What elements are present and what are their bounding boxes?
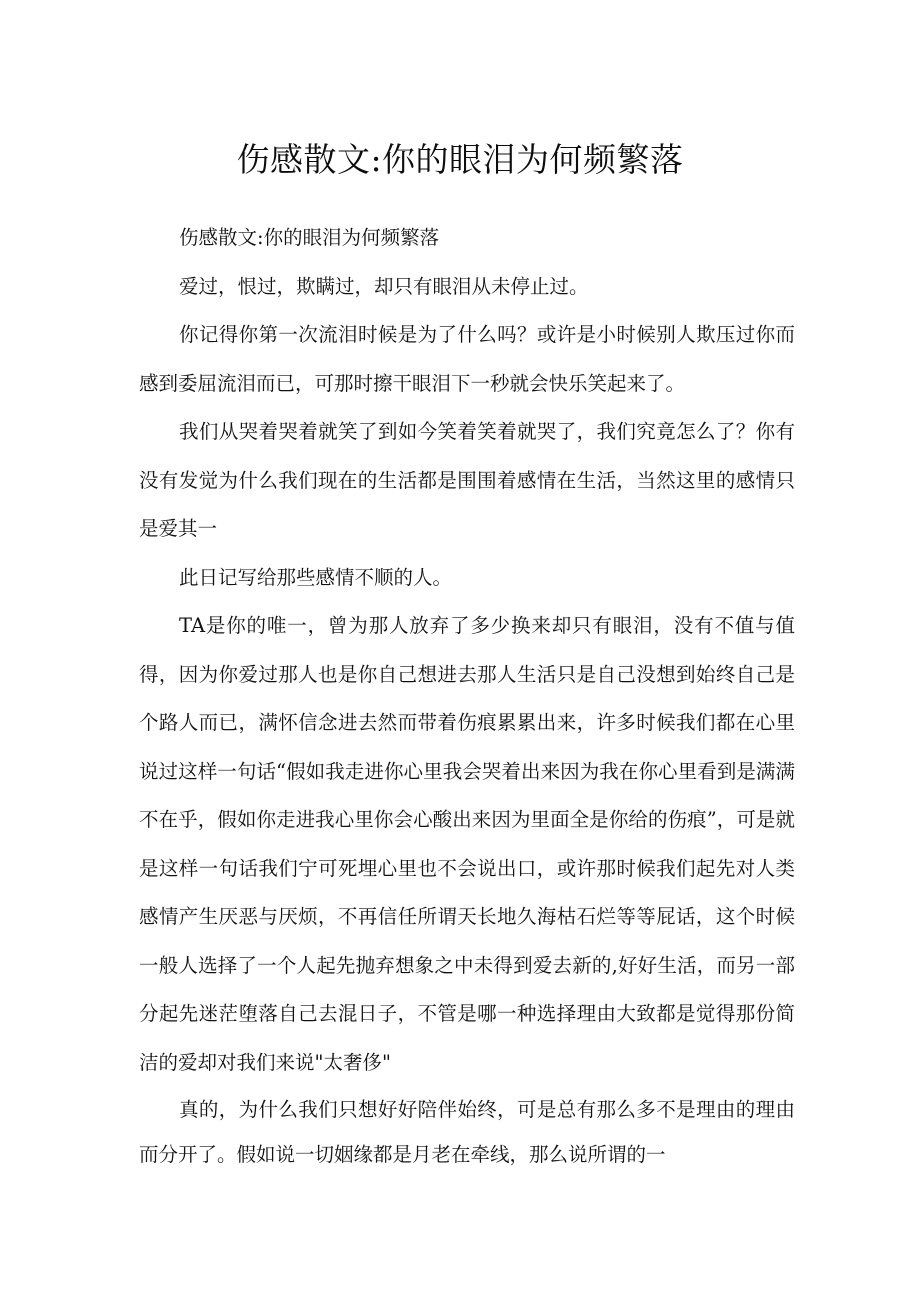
paragraph-4: 此日记写给那些感情不顺的人。 bbox=[179, 565, 453, 589]
document-title: 伤感散文:你的眼泪为何频繁落 bbox=[236, 140, 684, 179]
paragraph-6: 真的，为什么我们只想好好陪伴始终，可是总有那么多不是理由的理由而分开了。假如说一切姻缘都是月老在牵线，那么说所谓的一 bbox=[139, 1098, 795, 1166]
paragraph-3: 我们从哭着哭着就笑了到如今笑着笑着就哭了，我们究竟怎么了？你有没有发觉为什么我们现在的生活都是围围着感情在生活，当然这里的感情只是爱其一 bbox=[139, 420, 795, 540]
paragraph-subtitle: 伤感散文:你的眼泪为何频繁落 bbox=[179, 226, 440, 249]
document-body bbox=[139, 214, 795, 1177]
paragraph-1: 爱过，恨过，欺瞒过，却只有眼泪从未停止过。 bbox=[179, 274, 589, 298]
paragraph-2: 你记得你第一次流泪时候是为了什么吗？或许是小时候别人欺压过你而感到委屈流泪而已，可那时擦干眼泪下一秒就会快乐笑起来了。 bbox=[139, 323, 795, 395]
paragraph-5: TA是你的唯一，曾为那人放弃了多少换来却只有眼泪，没有不值与值得，因为你爱过那人也是你自己想进去那人生活只是自己没想到始终自己是个路人而已，满怀信念进去然而带着伤痕累累出来，许多时候我们都在心里说过这样一句话“假如我走进你心里我会哭着出来因为我在你心里看到是满满不在乎，假如你走进我心里你会心酸出来因为里面全是你给的伤痕”，可是就是这样一句话我们宁可死埋心里也不会说出口，或许那时候我们起先对人类感情产生厌恶与厌烦，不再信任所谓天长地久海枯石烂等等屁话，这个时候一般人选择了一个人起先抛弃想象之中未得到爱去新的,好好生活，而另一部分起先迷茫堕落自己去混日子，不管是哪一种选择理由大致都是觉得那份简洁的爱却对我们来说"太奢侈" bbox=[139, 614, 795, 1074]
